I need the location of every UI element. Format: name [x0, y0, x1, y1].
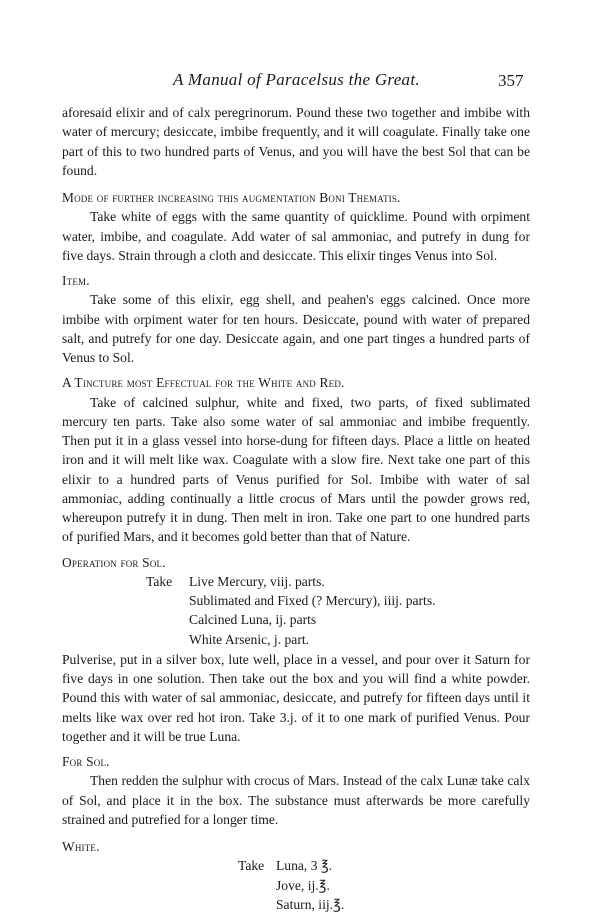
- section-heading-item: Item.: [62, 273, 90, 288]
- paragraph-pulverise: Pulverise, put in a silver box, lute well, place in a vessel, and pour over it Saturn for five days in one solution. Then take out the box and you will find a white powder. Pound this with water of sal ammoniac, desiccate, and putrefy for fifteen days until it melts like wax over red hot iron. Take 3.j. of it to one mark of purified Venus. Pour together and it will be true Luna.: [62, 651, 530, 744]
- white-recipe: [62, 856, 530, 914]
- paragraph-elixir-egg-shell: Take some of this elixir, egg shell, and peahen's eggs calcined. Once more imbibe with orpiment water for ten hours. Desiccate, pound with water of prepared salt, and putrefy for one day. Desiccate again, and one part tinges a hundred parts of Venus to Sol.: [62, 292, 530, 365]
- recipe-ingredient: White Arsenic, j. part.: [189, 631, 310, 647]
- white-ingredient-list: [276, 856, 344, 914]
- section-heading-for-sol: For Sol.: [62, 754, 110, 769]
- section-heading-tincture: A Tincture most Effectual for the White and Red.: [62, 375, 345, 391]
- paragraph-continuation: aforesaid elixir and of calx peregrinorum. Pound these two together and imbibe with water of mercury; desiccate, imbibe frequently, and it will coagulate. Finally take one part of this to two hundred parts of Venus, and you will have the best Sol that can be found.: [62, 105, 530, 178]
- recipe-ingredient-list: [189, 572, 436, 649]
- white-take-label: Take: [238, 858, 265, 874]
- section-heading-white: White.: [62, 839, 100, 854]
- white-ingredient: Jove, ij.℥.: [276, 877, 330, 893]
- section-heading-operation-sol: Operation for Sol.: [62, 554, 166, 570]
- recipe-ingredient: Live Mercury, viij. parts.: [189, 573, 325, 589]
- page-number: 357: [498, 71, 524, 90]
- paragraph-egg-whites: Take white of eggs with the same quantity of quicklime. Pound with orpiment water, imbibe, and coagulate. Add water of sal ammoniac, and putrefy in dung for five days. Strain through a cloth and desiccate. This elixir tinges Venus into Sol.: [62, 209, 530, 263]
- recipe-ingredient: Sublimated and Fixed (? Mercury), iiij. parts.: [189, 593, 436, 608]
- paragraph-calcined-sulphur: Take of calcined sulphur, white and fixed, two parts, of fixed sublimated mercury ten parts. Take also some water of sal ammoniac and imbibe frequently. Then put it in a glass vessel into horse-dung for fifteen days. Place a little on heated iron and it will melt like wax. Coagulate with a slow fire. Next take one part of this elixir to a hundred parts of Venus purified for Sol. Imbibe with water of sal ammoniac, adding continually a little crocus of Mars until the powder grows red, whereupon putrefy it in dung. Then melt in iron. Take one part to one hundred parts of purified Mars, and it becomes gold better than that of Nature.: [62, 394, 530, 545]
- recipe-ingredient: Calcined Luna, ij. parts: [189, 612, 317, 628]
- operation-recipe: [62, 572, 530, 650]
- white-ingredient: Saturn, iij.℥.: [276, 896, 345, 912]
- white-ingredient: Luna, 3 ℥.: [276, 858, 333, 874]
- section-heading-boni-thematis: Mode of further increasing this augmentation Boni Thematis.: [62, 190, 401, 205]
- running-title: A Manual of Paracelsus the Great.: [173, 70, 420, 89]
- page-body: [62, 103, 530, 914]
- recipe-take-label: Take: [146, 573, 173, 589]
- paragraph-redden-sulphur: Then redden the sulphur with crocus of Mars. Instead of the calx Lunæ take calx of Sol, and place it in the box. The substance must afterwards be more carefully strained and putrefied for a longer time.: [62, 773, 530, 827]
